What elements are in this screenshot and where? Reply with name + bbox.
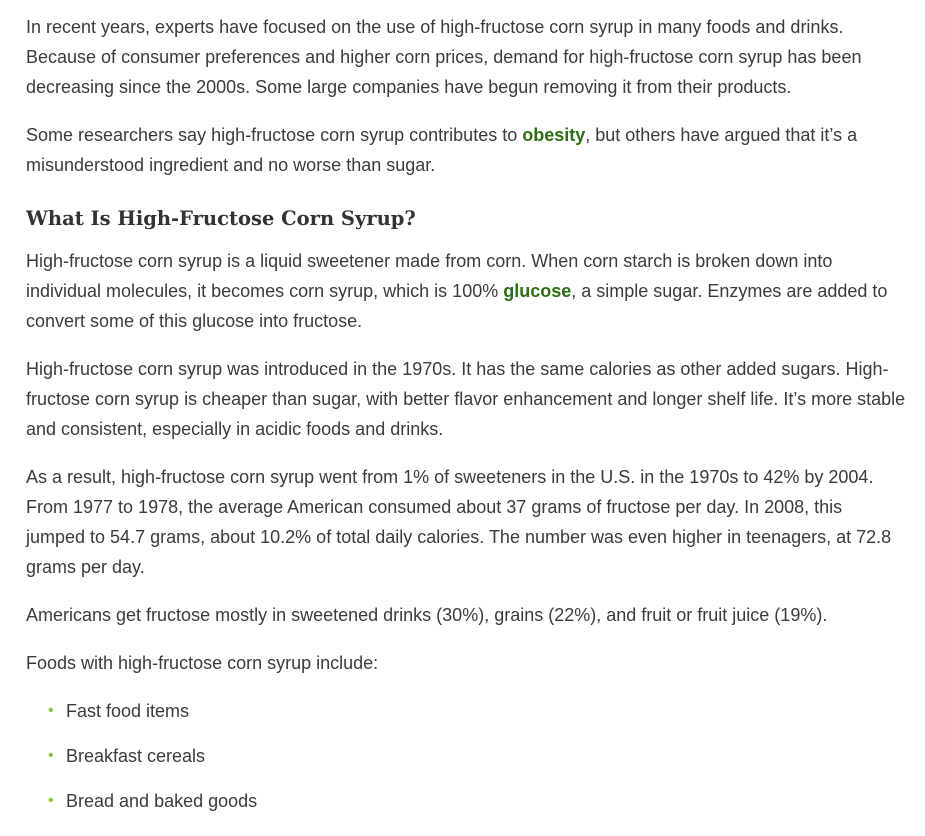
obesity-paragraph	[26, 120, 906, 180]
bullet-icon: •	[48, 792, 54, 809]
statistics-paragraph: As a result, high-fructose corn syrup went from 1% of sweeteners in the U.S. in the 1970s to 42% by 2004. From 1977 to 1978, the average American consumed about 37 grams of fructose per day. In 2008, this jumped to 54.7 grams, about 10.2% of total daily calories. The number was even higher in teenagers, at 72.8 grams per day.	[26, 467, 892, 577]
paragraph-text: High-fructose corn syrup is a liquid sweetener made from corn. When corn starch is broken down into individual molecules, it becomes corn syrup, which is 100%	[26, 251, 833, 301]
list-item-text: Fast food items	[66, 701, 190, 721]
article-body	[26, 12, 906, 831]
bullet-icon: •	[48, 747, 54, 764]
sources-paragraph: Americans get fructose mostly in sweetened drinks (30%), grains (22%), and fruit or fruit juice (19%).	[26, 605, 828, 625]
list-item-text: Breakfast cereals	[66, 746, 206, 766]
obesity-link[interactable]: obesity	[522, 125, 586, 145]
paragraph-text: , but others have argued that it’s a misunderstood ingredient and no worse than sugar.	[26, 125, 858, 175]
history-paragraph: High-fructose corn syrup was introduced in the 1970s. It has the same calories as other added sugars. High-fructose corn syrup is cheaper than sugar, with better flavor enhancement and longer shelf life. It’s more stable and consistent, especially in acidic foods and drinks.	[26, 359, 906, 439]
paragraph-text: , a simple sugar. Enzymes are added to convert some of this glucose into fructose.	[26, 281, 888, 331]
definition-paragraph	[26, 246, 906, 336]
foods-intro-paragraph: Foods with high-fructose corn syrup include:	[26, 653, 379, 673]
list-item	[48, 741, 906, 771]
intro-paragraph: In recent years, experts have focused on the use of high-fructose corn syrup in many foods and drinks. Because of consumer preferences and higher corn prices, demand for high-fructose corn syrup has been decreasing since the 2000s. Some large companies have begun removing it from their products.	[26, 17, 862, 97]
foods-list	[26, 696, 906, 816]
paragraph-text: Some researchers say high-fructose corn syrup contributes to	[26, 125, 523, 145]
section-heading: What Is High-Fructose Corn Syrup?	[26, 207, 416, 230]
list-item-text: Bread and baked goods	[66, 791, 258, 811]
bullet-icon: •	[48, 702, 54, 719]
glucose-link[interactable]: glucose	[503, 281, 572, 301]
list-item	[48, 786, 906, 816]
list-item	[48, 696, 906, 726]
